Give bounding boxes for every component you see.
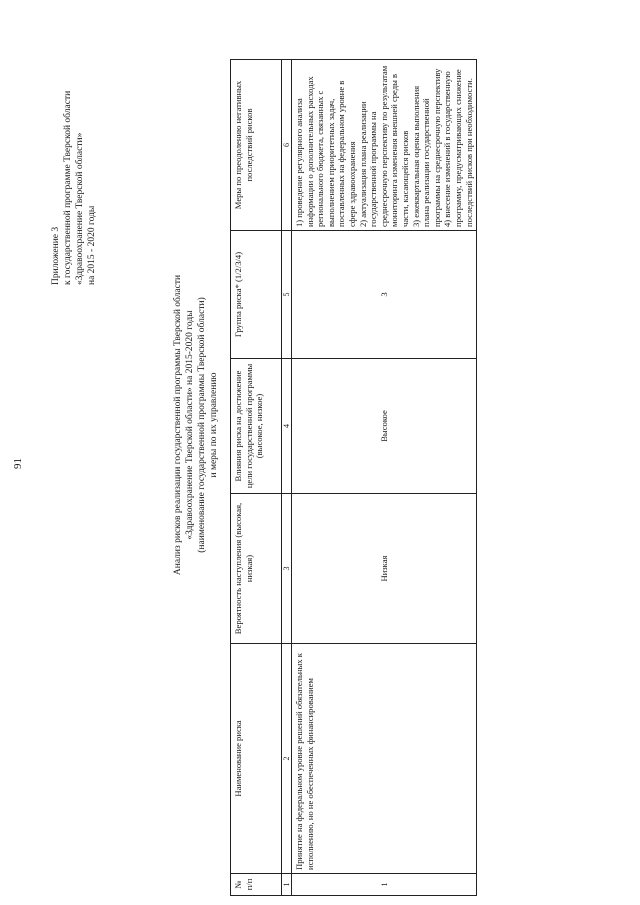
- column-number-cell: 4: [282, 359, 292, 494]
- page-number: 91: [12, 458, 24, 469]
- appendix-line: Приложение 3: [51, 226, 61, 285]
- risk-analysis-table: [230, 59, 477, 896]
- row-number-cell: 1: [292, 874, 477, 896]
- appendix-line: к государственной программе Тверской области: [63, 90, 73, 285]
- header-cell-impact: Влияния риска на достижение цели государственной программы (высокое, низкое): [231, 359, 282, 494]
- column-number-cell: 6: [282, 60, 292, 231]
- header-cell-measures: Меры по преодолению негативных последствий рисков: [231, 60, 282, 231]
- header-cell-number: № п/п: [231, 874, 282, 896]
- document-title: [172, 145, 220, 705]
- measures-cell: [292, 60, 477, 231]
- header-cell-risk-name: Наименование риска: [231, 644, 282, 874]
- column-number-cell: 1: [282, 874, 292, 896]
- header-cell-risk-group: Группа риска* (1/2/3/4): [231, 231, 282, 359]
- measure-item: 3) ежеквартальная оценка выполнения плана реализации государственной программы на среднесрочную перспективу: [410, 68, 442, 227]
- column-number-row: [282, 60, 292, 896]
- column-number-cell: 2: [282, 644, 292, 874]
- header-cell-probability: Вероятность наступления (высокая, низкая): [231, 494, 282, 644]
- column-number-cell: 5: [282, 231, 292, 359]
- impact-cell: Высокое: [292, 359, 477, 494]
- appendix-line: «Здравоохранение Тверской области»: [75, 132, 85, 285]
- measure-item: 1) проведение регулярного анализа информации о дополнительных расходах регионального бюджета, связанных с выполнением приоритетных задач, поставленных на федеральном уровне в сфере здравоохранения: [294, 76, 357, 227]
- title-line: «Здравоохранение Тверской области» на 2015-2020 годы: [185, 310, 195, 540]
- appendix-header: [50, 91, 98, 285]
- title-line: и меры по их управлению: [209, 372, 219, 478]
- column-number-cell: 3: [282, 494, 292, 644]
- risk-name-cell: Принятие на федеральном уровне решений обязательных к исполнению, но не обеспеченных финансированием: [292, 644, 477, 874]
- table-header-row: [231, 60, 282, 896]
- risk-group-cell: 3: [292, 231, 477, 359]
- title-line: Анализ рисков реализации государственной программы Тверской области: [173, 274, 183, 576]
- appendix-line: на 2015 - 2020 годы: [87, 205, 97, 285]
- title-subtitle: (наименование государственной программы Тверской области): [197, 297, 207, 553]
- measure-item: 2) актуализация плана реализации государственной программы на среднесрочную перспективу по результатам мониторинга изменения внешней среды в части, касающейся рисков: [357, 65, 410, 227]
- probability-cell: Низкая: [292, 494, 477, 644]
- table-row: [292, 60, 477, 896]
- measure-item: 4) внесение изменений в государственную программу, предусматривающих снижение последствий рисков при необходимости.: [442, 69, 474, 227]
